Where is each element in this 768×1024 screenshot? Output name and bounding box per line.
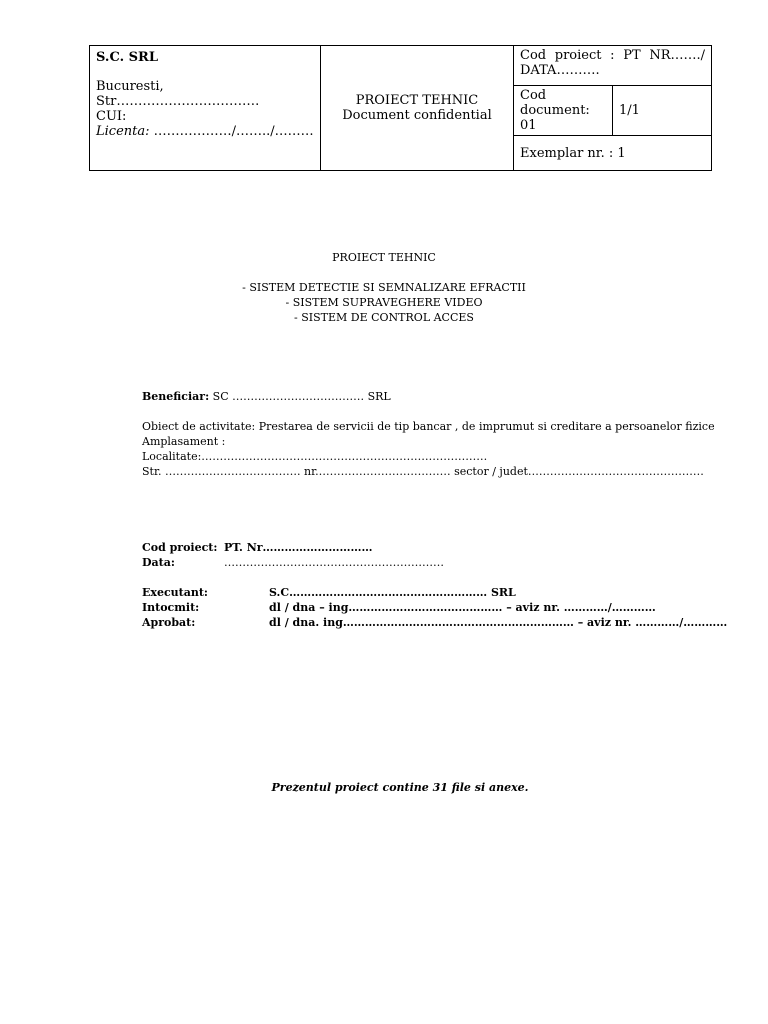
intocmit-line — [142, 600, 656, 615]
exemplar-cell — [514, 136, 712, 171]
beneficiar-line — [142, 389, 391, 404]
data-label: Data: — [142, 556, 175, 569]
licenta-label: Licenta: — [96, 124, 150, 139]
intocmit-label: Intocmit: — [142, 601, 200, 614]
system-item: - SISTEM DETECTIE SI SEMNALIZARE EFRACTII — [242, 281, 526, 294]
header-subtitle: Document confidential — [342, 108, 492, 123]
cod-proiect-label: Cod proiect: — [142, 541, 218, 554]
company-cell — [90, 46, 321, 171]
beneficiar-label: Beneficiar: — [142, 390, 210, 403]
company-cui: CUI: — [96, 109, 127, 124]
cod-document: Cod document: 01 — [520, 88, 590, 133]
footer-note: Prezentul proiect contine 31 file si anexe. — [271, 781, 529, 794]
executant-line — [142, 585, 516, 600]
cod-proiect-line2: DATA………. — [520, 63, 600, 78]
data-value: …………………………………………………… — [224, 556, 444, 569]
page-num-cell — [613, 86, 712, 136]
executant-label: Executant: — [142, 586, 208, 599]
exemplar: Exemplar nr. : 1 — [520, 145, 626, 161]
page-number: 1/1 — [619, 103, 640, 118]
system-item: - SISTEM SUPRAVEGHERE VIDEO — [285, 296, 483, 309]
company-name: S.C. SRL — [96, 50, 158, 65]
header-title: PROIECT TEHNIC — [355, 93, 479, 108]
aprobat-line — [142, 615, 727, 630]
system-list — [0, 280, 768, 325]
cod-proiect-cell — [514, 46, 712, 86]
title-cell — [321, 46, 514, 171]
project-title: PROIECT TEHNIC — [332, 251, 436, 264]
company-address: Bucuresti, Str…………………………… — [96, 79, 260, 109]
system-item: - SISTEM DE CONTROL ACCES — [294, 311, 474, 324]
data-line — [142, 555, 444, 570]
intocmit-value: dl / dna – ing…………………………………… – aviz nr. …………/………… — [269, 601, 656, 614]
executant-value: S.C……………………………………………… SRL — [269, 586, 516, 599]
cod-proiect-line — [142, 540, 373, 555]
cod-proiect-value: PT. Nr………………………… — [224, 541, 373, 554]
obiect-activitate: Obiect de activitate: Prestarea de servicii de tip bancar , de imprumut si creditare a persoanelor fizice — [142, 420, 715, 433]
licenta-value: ………………/……../……… — [149, 124, 314, 139]
beneficiar-value: SC ……………………………… SRL — [209, 390, 391, 403]
aprobat-label: Aprobat: — [142, 616, 196, 629]
localitate: Localitate:…………………………………………………………………… — [142, 450, 488, 463]
header-table — [89, 45, 712, 171]
strada: Str. ………………………………. nr.……………………………… sector / judet………………………………………… — [142, 465, 704, 478]
cod-proiect-line1: Cod proiect : PT NR……./ — [520, 48, 705, 63]
aprobat-value: dl / dna. ing……………………………………………………… – aviz nr. …………/………… — [269, 616, 728, 629]
cod-document-cell — [514, 86, 613, 136]
amplasament: Amplasament : — [142, 435, 226, 448]
